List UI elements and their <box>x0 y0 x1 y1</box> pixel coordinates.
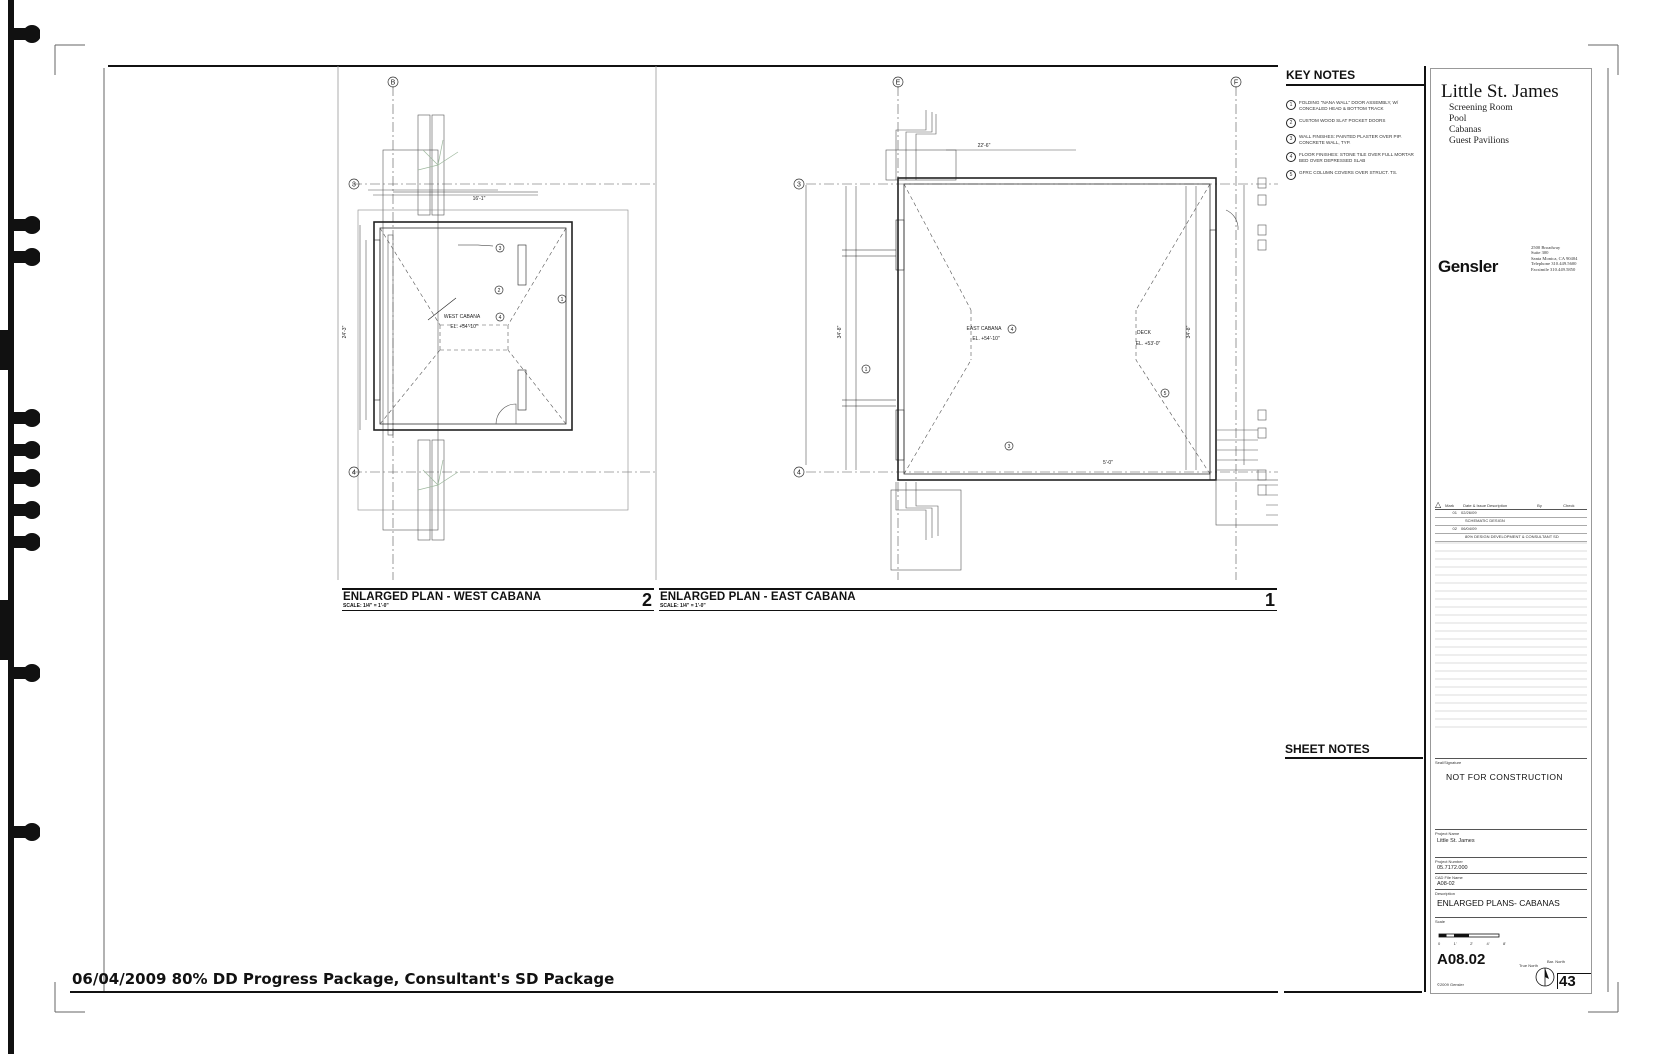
callout: 1 <box>560 297 564 303</box>
sheet-notes-title: SHEET NOTES <box>1285 742 1423 759</box>
project-number-label: Project Number <box>1435 857 1587 864</box>
dim-top: 16'-1" <box>472 196 486 202</box>
bar-north-label: Bar. North <box>1547 959 1566 964</box>
deck-label: DECK <box>1137 330 1151 336</box>
grid-row-bottom: 4 <box>352 469 356 477</box>
revision-triangle-icon: △ <box>1435 500 1442 509</box>
issue-table-blank-rows <box>1435 539 1587 739</box>
room-label: WEST CABANA <box>443 314 481 320</box>
key-notes-title: KEY NOTES <box>1286 68 1424 86</box>
north-arrow-icon <box>1533 965 1557 989</box>
callout: 2 <box>497 288 501 294</box>
callout: 3 <box>498 246 502 252</box>
east-cabana-plan <box>656 70 1278 580</box>
issue-row-desc: 80% DESIGN DEVELOPMENT & CONSULTANT SD <box>1435 534 1587 542</box>
room-label: EAST CABANA <box>966 326 1002 332</box>
issue-row: 01 02/26/09 <box>1435 510 1587 518</box>
plan-title-bar-west <box>342 588 654 611</box>
callout: 3 <box>1007 444 1011 450</box>
dim-top: 22'-6" <box>977 143 991 149</box>
grid-row-top: 3 <box>797 181 801 189</box>
dim-left: 34'-8" <box>837 325 843 339</box>
project-name-label: Project Name <box>1435 829 1587 836</box>
callout: 1 <box>864 367 868 373</box>
project-number: 05.7172.000 <box>1437 865 1468 871</box>
title-block <box>1430 68 1592 994</box>
key-note-item: 4 FLOOR FINISHES: STONE TILE OVER FULL MORTAR BED OVER DEPRESSED SLAB <box>1286 152 1424 164</box>
grid-row-top: 3 <box>352 181 356 189</box>
plan-title: ENLARGED PLAN - EAST CABANA <box>660 591 856 603</box>
sheet-description: ENLARGED PLANS- CABANAS <box>1437 898 1560 908</box>
project-item: Guest Pavilions <box>1449 136 1509 146</box>
copyright: ©2009 Gensler <box>1437 982 1464 987</box>
room-elevation: EL. +54'-10" <box>972 336 1000 342</box>
firm-logo: Gensler <box>1438 257 1498 276</box>
cad-file-name: A08-02 <box>1437 881 1455 887</box>
project-item: Cabanas <box>1449 125 1482 135</box>
issue-table-header: △ Mark Date & Issue Description By Check <box>1435 501 1587 510</box>
deck-elevation: EL. +53'-0" <box>1135 341 1161 347</box>
key-note-item: 1 FOLDING "NANA WALL" DOOR ASSEMBLY, W/ CONCEALED HEAD & BOTTOM TRACK <box>1286 100 1424 112</box>
room-elevation: EL. +54'-10" <box>450 324 478 330</box>
plan-number: 1 <box>1264 590 1275 610</box>
key-note-item: 2 CUSTOM WOOD SLAT POCKET DOORS <box>1286 118 1424 128</box>
grid-col-right: F <box>1233 79 1239 87</box>
scale-ticks: 0 1' 2' 4' 8' <box>1438 941 1506 946</box>
key-note-item: 5 GFRC COLUMN COVERS OVER STRUCT. TS. <box>1286 170 1424 180</box>
key-notes <box>1286 68 1424 180</box>
issue-table <box>1435 501 1587 542</box>
project-title: Little St. James <box>1441 81 1559 102</box>
callout: 4 <box>1010 327 1014 333</box>
plan-scale: SCALE: 1/4" = 1'-0" <box>343 603 389 609</box>
west-cabana-plan <box>338 70 656 580</box>
grid-col-left: E <box>895 79 901 87</box>
project-item: Screening Room <box>1449 103 1513 113</box>
scale-label: Scale <box>1435 917 1587 924</box>
callout: 4 <box>498 315 502 321</box>
dim-side: 24'-3" <box>342 325 348 339</box>
page-number: 43 <box>1559 973 1576 990</box>
seal-label: Seal/Signature <box>1435 758 1587 765</box>
grid-col-label: B <box>390 79 396 87</box>
sheet-number: A08.02 <box>1437 951 1486 968</box>
project-name: Little St. James <box>1437 838 1475 844</box>
issue-row: 02 06/04/09 <box>1435 526 1587 534</box>
grid-row-bottom: 4 <box>797 469 801 477</box>
plan-scale: SCALE: 1/4" = 1'-0" <box>660 603 706 609</box>
description-label: Description <box>1435 889 1587 896</box>
plan-number: 2 <box>641 590 652 610</box>
plan-title: ENLARGED PLAN - WEST CABANA <box>343 591 542 603</box>
issue-row-desc: SCHEMATIC DESIGN <box>1435 518 1587 526</box>
issue-footer: 06/04/2009 80% DD Progress Package, Consultant's SD Package <box>72 970 615 988</box>
not-for-construction-stamp: NOT FOR CONSTRUCTION <box>1446 772 1563 782</box>
callout: 5 <box>1163 391 1167 397</box>
true-north-label: True North <box>1519 963 1538 968</box>
key-note-item: 3 WALL FINISHES: PAINTED PLASTER OVER PIP. CONCRETE WALL, TYP. <box>1286 134 1424 146</box>
firm-address: 2500 Broadway Suite 300 Santa Monica, CA 90404 Telephone 310.449.5600 Facsimile 310.449.5850 <box>1531 245 1578 272</box>
plan-title-bar-east <box>659 588 1277 611</box>
dim-right: 34'-8" <box>1186 325 1192 339</box>
titleblock-divider <box>1424 66 1426 992</box>
project-item: Pool <box>1449 114 1467 124</box>
dim-stair: 5'-0" <box>1103 460 1113 466</box>
cad-file-label: CAD File Name <box>1435 873 1587 880</box>
